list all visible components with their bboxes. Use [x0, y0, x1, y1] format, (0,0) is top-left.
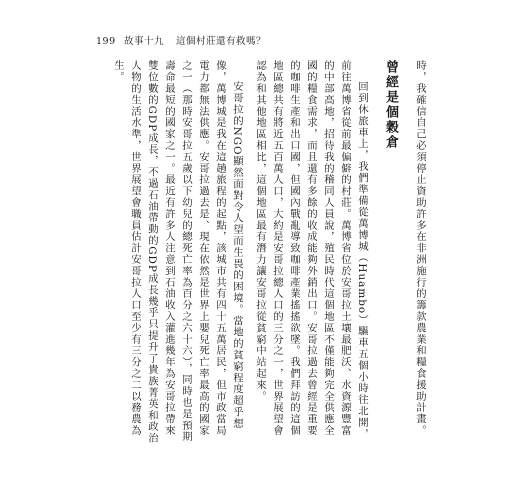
vertical-text-body — [112, 60, 428, 445]
running-header — [96, 33, 266, 47]
chapter-title: 這個村莊還有救嗎？ — [176, 36, 267, 47]
paragraph: 回到休旅車上，我們準備從萬博城（Huambo）驅車五個小時往北開，前往萬博省從前最偏僻的村莊。萬博省位於安哥拉土壤最肥沃、水資源豐富的中部高地，招待我的稽同人員說，殖民時代這個地區不僅能夠完全供應全國的糧食需求，而且還有多餘的收成能夠外銷出口。安哥拉過去曾經是重要的咖啡生產和出口國，但國內戰亂導致咖啡產業搖搖欲墜。我們拜訪的這個地區總共有將近五百萬人口，大約是安哥拉總人口的三分之一，世界展望會認為和其他地區相比，這個地區最有潛力讓安哥拉從貧窮中站起來。 — [254, 60, 368, 440]
page-number: 199 — [96, 36, 116, 47]
paragraph-continued: 時，我確信自己必須停止資助許多在非洲施行的籌款農業和糧食援助計畫。 — [414, 60, 426, 437]
chapter-label: 故事十九 — [124, 36, 165, 47]
paragraph: 安哥拉的NGO顯然面對令人望而生畏的困境。當地的貧窮程度超乎想像，萬博城是我在這趟旅程的起點，該城市共有四十五萬居民，但市政當局電力都無法供應。安哥拉過去是、現在依然是世界上嬰兒死亡率最高的國家之一（那時安哥拉五歲以下幼兒的總死亡率為百分之六十六），同時也是預期壽命最短的國家之一。最近有許多人注意到石油收入灌進幾年為安哥拉帶來雙位數的GDP成長，不過石油帶動的GDP成長幾乎只提升了貴族菁英和政治人物的生活水準，世界展望會職員估計安哥拉人口至少有三分之二以務農為生。 — [112, 60, 243, 444]
section-heading: 曾經是個穀倉 — [383, 60, 398, 150]
